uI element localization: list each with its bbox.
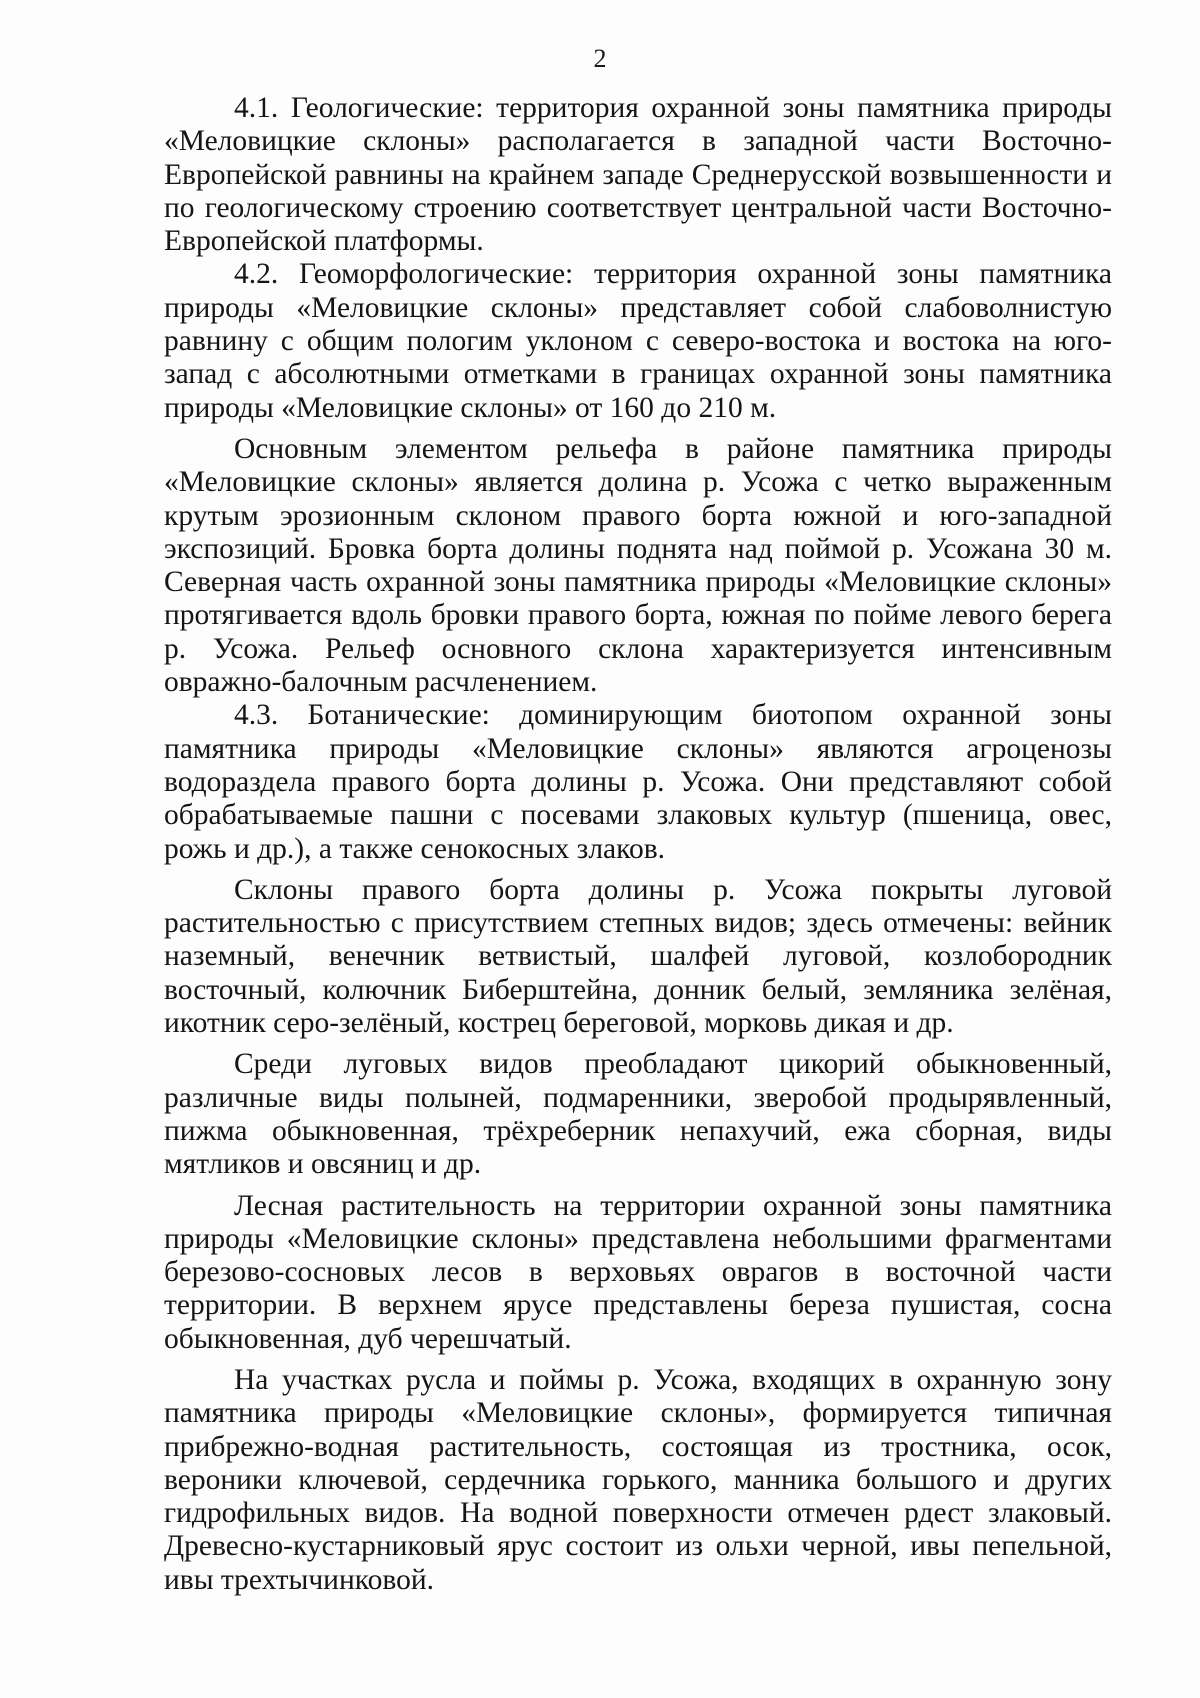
paragraph-relief: Основным элементом рельефа в районе памятника природы «Меловицкие склоны» является долина р. Усожа с четко выраженным крутым эрозионным склоном правого борта южной и юго-западной экспозиций. Бровка борта долины поднята над поймой р. Усожана 30 м. Северная часть охранной зоны памятника природы «Меловицкие склоны» протягивается вдоль бровки правого борта, южная по пойме левого берега р. Усожа. Рельеф основного склона характеризуется интенсивным овражно-балочным расчленением. (164, 432, 1112, 699)
paragraph-riverbed: На участках русла и поймы р. Усожа, входящих в охранную зону памятника природы «Меловицкие склоны», формируется типичная прибрежно-водная растительность, состоящая из тростника, осок, вероники ключевой, сердечника горького, манника большого и других гидрофильных видов. На водной поверхности отмечен рдест злаковый. Древесно-кустарниковый ярус состоит из ольхи черной, ивы пепельной, ивы трехтычинковой. (164, 1363, 1112, 1596)
page-number: 2 (593, 44, 607, 73)
paragraph-geological: 4.1. Геологические: территория охранной зоны памятника природы «Меловицкие склоны» располагается в западной части Восточно-Европейской равнины на крайнем западе Среднерусской возвышенности и по геологическому строению соответствует центральной части Восточно-Европейской платформы. (164, 92, 1112, 258)
paragraph-forest: Лесная растительность на территории охранной зоны памятника природы «Меловицкие склоны» представлена небольшими фрагментами березово-сосновых лесов в верховьях оврагов в восточной части территории. В верхнем ярусе представлены береза пушистая, сосна обыкновенная, дуб черешчатый. (164, 1189, 1112, 1355)
document-body (164, 92, 1112, 1597)
paragraph-slopes: Склоны правого борта долины р. Усожа покрыты луговой растительностью с присутствием степных видов; здесь отмечены: вейник наземный, венечник ветвистый, шалфей луговой, козлобородник восточный, колючник Биберштейна, донник белый, земляника зелёная, икотник серо-зелёный, кострец береговой, морковь дикая и др. (164, 873, 1112, 1040)
paragraph-geomorphological: 4.2. Геоморфологические: территория охранной зоны памятника природы «Меловицкие склоны» представляет собой слабоволнистую равнину с общим пологим уклоном с северо-востока и востока на юго-запад с абсолютными отметками в границах охранной зоны памятника природы «Меловицкие склоны» от 160 до 210 м. (164, 258, 1112, 424)
paragraph-botanical: 4.3. Ботанические: доминирующим биотопом охранной зоны памятника природы «Меловицкие склоны» являются агроценозы водораздела правого борта долины р. Усожа. Они представляют собой обрабатываемые пашни с посевами злаковых культур (пшеница, овес, рожь и др.), а также сенокосных злаков. (164, 699, 1112, 865)
paragraph-meadow-species: Среди луговых видов преобладают цикорий обыкновенный, различные виды полыней, подмаренники, зверобой продырявленный, пижма обыкновенная, трёхреберник непахучий, ежа сборная, виды мятликов и овсяниц и др. (164, 1048, 1112, 1181)
